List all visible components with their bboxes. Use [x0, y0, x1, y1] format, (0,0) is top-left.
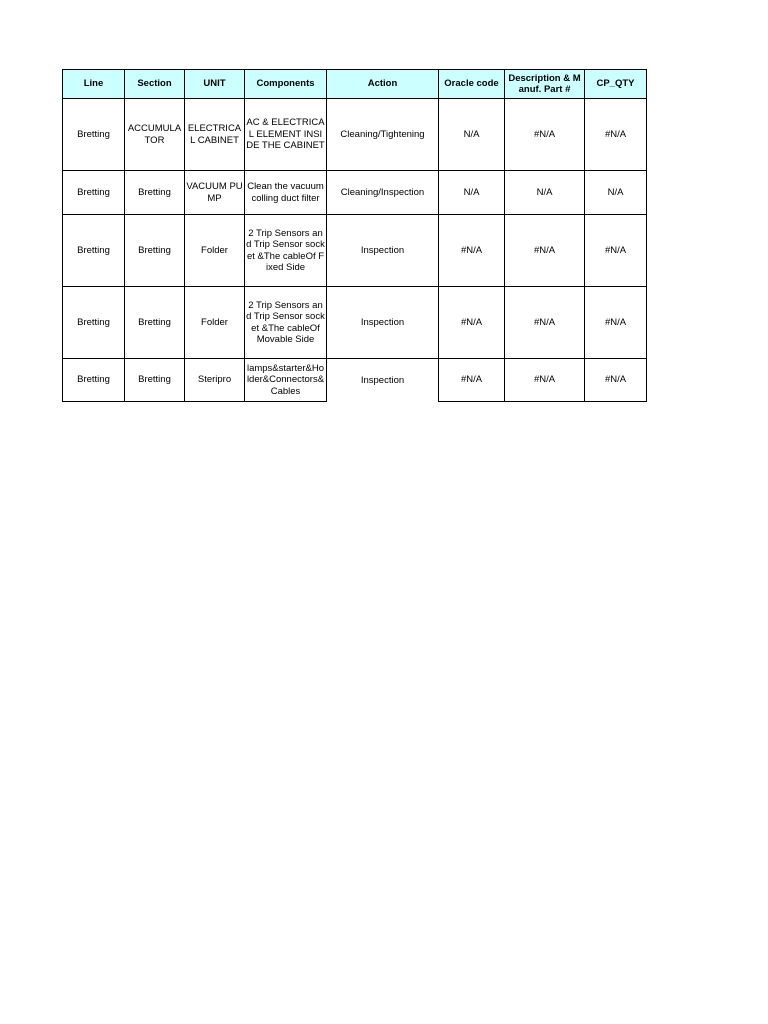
- header-section: Section: [125, 70, 185, 99]
- cell-cp-qty: #N/A: [585, 359, 647, 402]
- table-row: [63, 171, 647, 215]
- cell-cp-qty: #N/A: [585, 99, 647, 171]
- header-unit: UNIT: [185, 70, 245, 99]
- cell-cp-qty: N/A: [585, 171, 647, 215]
- header-description: Description & Manuf. Part #: [505, 70, 585, 99]
- cell-oracle-code: N/A: [439, 99, 505, 171]
- cell-unit: Folder: [185, 287, 245, 359]
- cell-line: Bretting: [63, 287, 125, 359]
- cell-unit: ELECTRICAL CABINET: [185, 99, 245, 171]
- cell-section: Bretting: [125, 359, 185, 402]
- cell-description: #N/A: [505, 359, 585, 402]
- header-action: Action: [327, 70, 439, 99]
- header-line: Line: [63, 70, 125, 99]
- cell-action: Cleaning/Tightening: [327, 99, 439, 171]
- header-components: Components: [245, 70, 327, 99]
- cell-section: Bretting: [125, 287, 185, 359]
- cell-section: Bretting: [125, 171, 185, 215]
- cell-components: 2 Trip Sensors and Trip Sensor socket &The cableOf Movable Side: [245, 287, 327, 359]
- header-row: [63, 70, 647, 99]
- cell-oracle-code: #N/A: [439, 287, 505, 359]
- table-row: [63, 287, 647, 359]
- cell-description: #N/A: [505, 287, 585, 359]
- cell-action: Inspection: [327, 287, 439, 359]
- cell-line: Bretting: [63, 359, 125, 402]
- cell-action: Cleaning/Inspection: [327, 171, 439, 215]
- cell-description: #N/A: [505, 215, 585, 287]
- cell-oracle-code: #N/A: [439, 359, 505, 402]
- table-row: [63, 215, 647, 287]
- cell-line: Bretting: [63, 171, 125, 215]
- cell-cp-qty: #N/A: [585, 287, 647, 359]
- table-row: [63, 359, 647, 402]
- cell-components: Clean the vacuum colling duct filter: [245, 171, 327, 215]
- cell-description: #N/A: [505, 99, 585, 171]
- cell-components: 2 Trip Sensors and Trip Sensor socket &The cableOf Fixed Side: [245, 215, 327, 287]
- cell-components: AC & ELECTRICAL ELEMENT INSIDE THE CABINET: [245, 99, 327, 171]
- cell-cp-qty: #N/A: [585, 215, 647, 287]
- cell-action: Inspection: [327, 215, 439, 287]
- cell-oracle-code: #N/A: [439, 215, 505, 287]
- cell-unit: Folder: [185, 215, 245, 287]
- maintenance-table: [62, 69, 647, 402]
- cell-line: Bretting: [63, 215, 125, 287]
- cell-oracle-code: N/A: [439, 171, 505, 215]
- cell-section: Bretting: [125, 215, 185, 287]
- cell-action: Inspection: [327, 359, 439, 402]
- cell-section: ACCUMULATOR: [125, 99, 185, 171]
- cell-unit: Steripro: [185, 359, 245, 402]
- cell-line: Bretting: [63, 99, 125, 171]
- cell-components: lamps&starter&Holder&Connectors&Cables: [245, 359, 327, 402]
- header-cp-qty: CP_QTY: [585, 70, 647, 99]
- header-oracle-code: Oracle code: [439, 70, 505, 99]
- table-row: [63, 99, 647, 171]
- cell-unit: VACUUM PUMP: [185, 171, 245, 215]
- cell-description: N/A: [505, 171, 585, 215]
